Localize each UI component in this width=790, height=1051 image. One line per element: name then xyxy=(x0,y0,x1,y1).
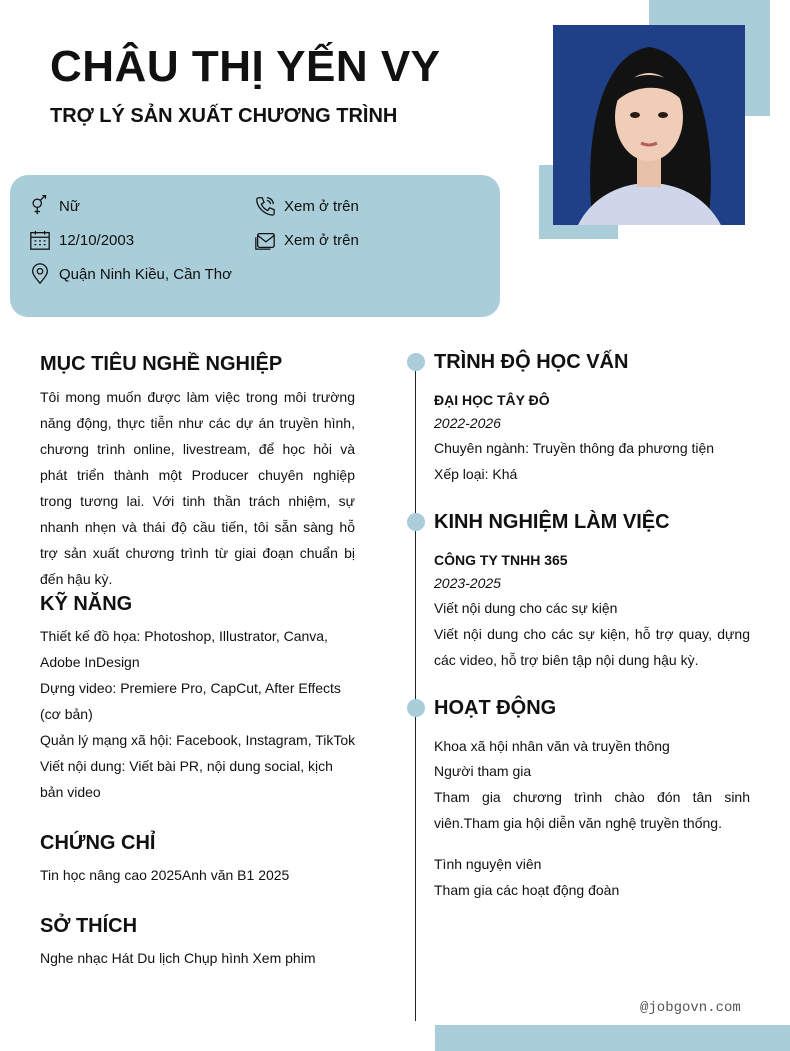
experience-role: Viết nội dung cho các sự kiện xyxy=(434,600,618,616)
skill-item: Dựng video: Premiere Pro, CapCut, After Effects (cơ bản) xyxy=(40,680,341,722)
footer-bar xyxy=(435,1025,790,1051)
location-pin-icon xyxy=(29,263,51,285)
education-title: TRÌNH ĐỘ HỌC VẤN xyxy=(434,351,629,373)
activity-organization: Khoa xã hội nhân văn và truyền thông xyxy=(434,738,670,754)
envelope-icon xyxy=(254,229,276,251)
gender-icon xyxy=(29,195,51,217)
experience-title: KINH NGHIỆM LÀM VIỆC xyxy=(434,511,670,533)
activity-description: Tham gia chương trình chào đón tân sinh viên.Tham gia hội diễn văn nghệ truyền thống. xyxy=(434,789,750,831)
objective-title: MỤC TIÊU NGHỀ NGHIỆP xyxy=(40,353,283,375)
phone-value: Xem ở trên xyxy=(284,197,359,215)
certificates-title: CHỨNG CHỈ xyxy=(40,832,156,854)
site-watermark: @jobgovn.com xyxy=(640,1000,741,1016)
education-school: ĐẠI HỌC TÂY ĐÔ xyxy=(434,392,550,408)
certificates-text: Tin học nâng cao 2025Anh văn B1 2025 xyxy=(40,867,290,883)
candidate-name: CHÂU THỊ YẾN VY xyxy=(50,42,441,91)
experience-period: 2023-2025 xyxy=(434,575,501,591)
phone-row xyxy=(254,195,359,217)
skill-item: Thiết kế đồ họa: Photoshop, Illustrator, Canva, Adobe InDesign xyxy=(40,628,328,670)
candidate-position: TRỢ LÝ SẢN XUẤT CHƯƠNG TRÌNH xyxy=(50,105,398,127)
experience-company: CÔNG TY TNHH 365 xyxy=(434,552,568,568)
timeline-dot xyxy=(407,699,425,717)
gender-row xyxy=(29,195,80,217)
timeline-dot xyxy=(407,353,425,371)
skills-list xyxy=(40,623,358,805)
email-value: Xem ở trên xyxy=(284,231,359,249)
phone-icon xyxy=(254,195,276,217)
gender-value: Nữ xyxy=(59,197,80,215)
timeline-dot xyxy=(407,513,425,531)
address-row xyxy=(29,263,232,285)
birthdate-row xyxy=(29,229,134,251)
timeline-line xyxy=(415,361,416,1021)
profile-photo xyxy=(553,25,745,225)
activity-role: Người tham gia xyxy=(434,763,532,779)
education-period: 2022-2026 xyxy=(434,415,501,431)
education-grade: Xếp loại: Khá xyxy=(434,466,518,482)
address-value: Quận Ninh Kiều, Cần Thơ xyxy=(59,265,232,283)
calendar-icon xyxy=(29,229,51,251)
activity-description-2: Tham gia các hoạt động đoàn xyxy=(434,882,620,898)
education-major: Chuyên ngành: Truyền thông đa phương tiện xyxy=(434,440,715,456)
experience-description: Viết nội dung cho các sự kiện, hỗ trợ quay, dựng các video, hỗ trợ biên tập nội dung hậu kỳ. xyxy=(434,626,750,668)
activities-title: HOẠT ĐỘNG xyxy=(434,697,557,719)
hobbies-title: SỞ THÍCH xyxy=(40,915,138,937)
activity-organization-2: Tình nguyện viên xyxy=(434,856,542,872)
hobbies-text: Nghe nhạc Hát Du lịch Chụp hình Xem phim xyxy=(40,950,316,966)
skills-title: KỸ NĂNG xyxy=(40,593,133,615)
email-row xyxy=(254,229,359,251)
skill-item: Viết nội dung: Viết bài PR, nội dung social, kịch bản video xyxy=(40,758,333,800)
birthdate-value: 12/10/2003 xyxy=(59,231,135,249)
skill-item: Quản lý mạng xã hội: Facebook, Instagram, TikTok xyxy=(40,732,356,748)
objective-text: Tôi mong muốn được làm việc trong môi trường năng động, thực tiễn như các dự án truyền hình, chương trình online, livestream, để học hỏi và phát triển thành một Producer chuyên nghiệp trong tương lai. Với tinh thần trách nhiệm, sự nhanh nhẹn và thái độ cầu tiến, tôi sẵn sàng hỗ trợ sản xuất chương trình từ giai đoạn chuẩn bị đến hậu kỳ. xyxy=(40,389,355,587)
